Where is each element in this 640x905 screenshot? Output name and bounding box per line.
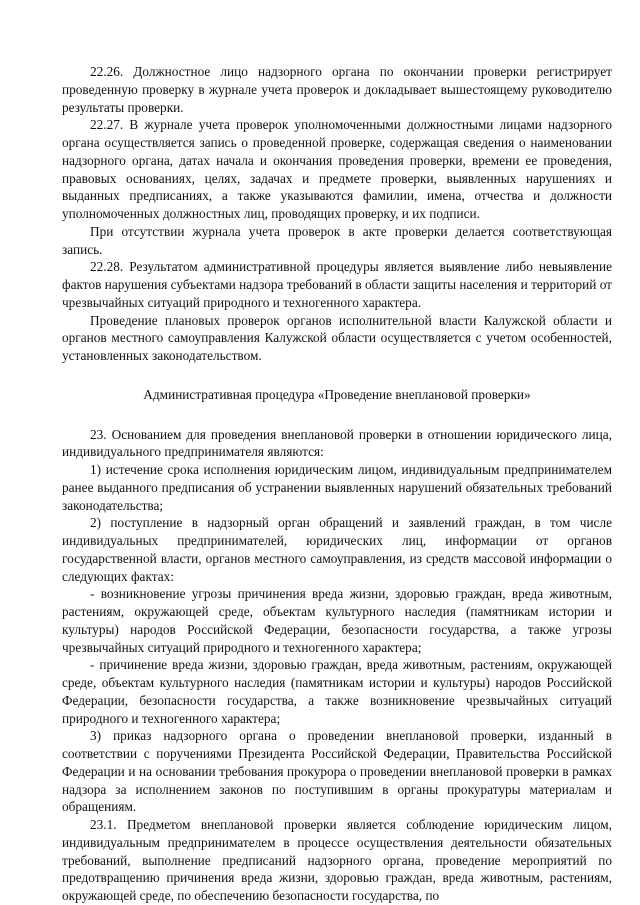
list-item-2: 2) поступление в надзорный орган обращений и заявлений граждан, в том числе индивидуальных предпринимателей, юридических лиц, информации от органов государственной власти, органов местного самоуправления, из средств массовой информации о следующих фактах: [62, 515, 612, 584]
paragraph-22-28: 22.28. Результатом административной процедуры является выявление либо невыявление фактов нарушения субъектами надзора требований в области защиты населения и территорий от чрезвычайных ситуаций природного и техногенного характера. [62, 259, 612, 310]
paragraph-23-1: 23.1. Предметом внеплановой проверки является соблюдение юридическим лицом, индивидуальным предпринимателем в процессе осуществления деятельности обязательных требований, выполнение предписаний надзорного органа, проведение мероприятий по предотвращению причинения вреда жизни, здоровью граждан, вреда животным, растениям, окружающей среде, по обеспечению безопасности государства, по [62, 817, 612, 903]
paragraph-planned-inspections: Проведение плановых проверок органов исполнительной власти Калужской области и органов местного самоуправления Калужской области осуществляется с учетом особенностей, установленных законодательством. [62, 312, 612, 363]
paragraph-23: 23. Основанием для проведения внеплановой проверки в отношении юридического лица, индивидуального предпринимателя являются: [62, 426, 612, 460]
paragraph-22-27: 22.27. В журнале учета проверок уполномоченными должностными лицами надзорного органа осуществляется запись о проведенной проверке, содержащая сведения о наименовании надзорного органа, датах начала и окончания проведения проверки, времени ее проведения, правовых основаниях, целях, задачах и предмете проверки, выявленных нарушениях и выданных предписаниях, а также указываются фамилии, имена, отчества и должности уполномоченных должностных лиц, проводящих проверку, и их подписи. [62, 117, 612, 221]
paragraph-22-26: 22.26. Должностное лицо надзорного органа по окончании проверки регистрирует проведенную проверку в журнале учета проверок и докладывает вышестоящему руководителю результаты проверки. [62, 64, 612, 115]
section-heading: Административная процедура «Проведение внеплановой проверки» [143, 386, 531, 402]
paragraph-journal-absence: При отсутствии журнала учета проверок в акте проверки делается соответствующая запись. [62, 223, 612, 257]
list-item-3: 3) приказ надзорного органа о проведении внеплановой проверки, изданный в соответствии с поручениями Президента Российской Федерации, Правительства Российской Федерации и на основании требования прокурора о проведении внеплановой проверки в рамках надзора за исполнением законов по поступившим в органы прокуратуры материалам и обращениям. [62, 728, 612, 815]
document-body [62, 63, 612, 905]
list-item-1: 1) истечение срока исполнения юридическим лицом, индивидуальным предпринимателем ранее выданного предписания об устранении выявленных нарушений обязательных требований законодательства; [62, 462, 612, 513]
list-subitem-threat: - возникновение угрозы причинения вреда жизни, здоровью граждан, вреда животным, растениям, окружающей среде, объектам культурного наследия (памятникам истории и культуры) народов Российской Федерации, безопасности государства, а также угрозы чрезвычайных ситуаций природного и техногенного характера; [62, 586, 612, 655]
list-subitem-harm: - причинение вреда жизни, здоровью граждан, вреда животным, растениям, окружающей среде, объектам культурного наследия (памятникам истории и культуры) народов Российской Федерации, безопасности государства, а также возникновение чрезвычайных ситуаций природного и техногенного характера; [62, 657, 612, 726]
